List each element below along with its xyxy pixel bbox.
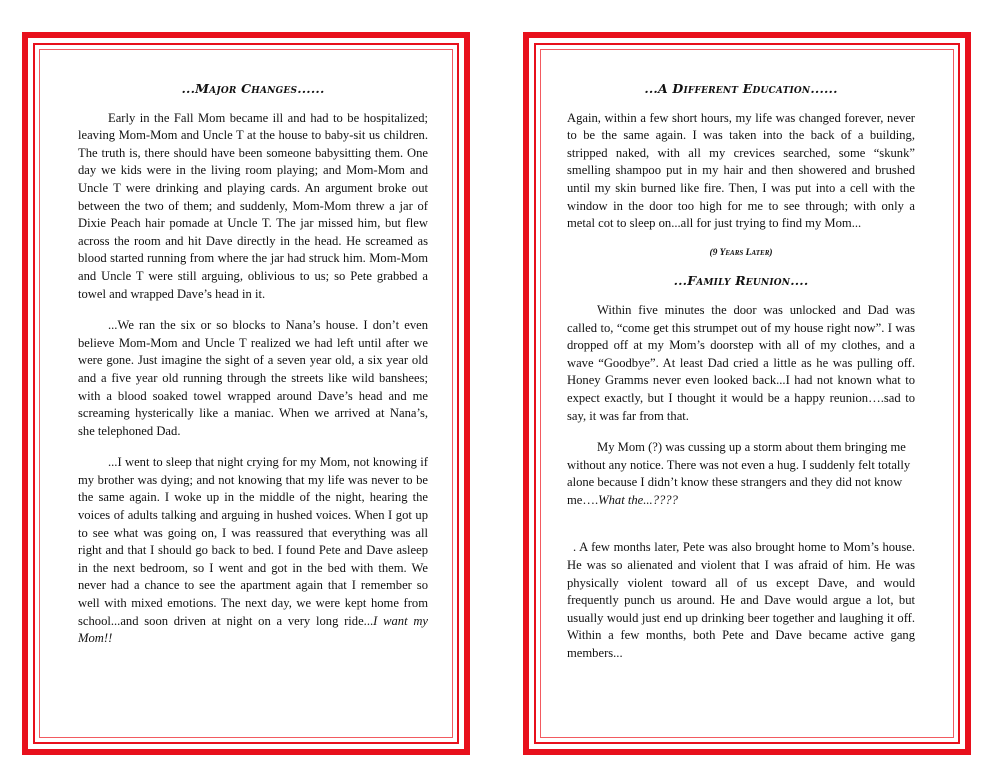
right-page-content	[567, 80, 915, 663]
left-page	[22, 32, 470, 755]
right-paragraph-1: Again, within a few short hours, my life was changed forever, never to be the same again. I was taken into the back of a building, stripped naked, with all my crevices searched, some “skunk” smelling shampoo put in my hair and then showered and brushed until my skin burned like fire. Then, I was put into a cell with the window in the door too high for me to see through; with only a metal cot to sleep on...all for just trying to find my Mom...	[567, 110, 915, 231]
right-page-subheading: ...Family Reunion....	[673, 273, 809, 289]
left-page-heading: ...Major Changes......	[181, 81, 325, 96]
reunion-paragraph-1: Within five minutes the door was unlocked and Dad was called to, “come get this strumpet out of my house right now”. I was dropped off at my Mom’s doorstep with all of my clothes, and a wave “Goodbye”. At least Dad cried a little as he was pulling off. Honey Gramms never even looked back...I had not known what to expect exactly, but I thought it would be a happy reunion….sad to say, it was far from that.	[567, 302, 915, 423]
right-page-heading: ...A Different Education......	[644, 81, 838, 96]
time-note: (9 Years Later)	[709, 247, 773, 258]
reunion-paragraph-2-text: My Mom (?) was cussing up a storm about them bringing me without any notice. There was not even a hug. I suddenly felt totally alone because I didn’t know these strangers and they did not know me….	[567, 440, 911, 507]
reunion-paragraph-2	[567, 439, 915, 509]
right-page	[523, 32, 971, 755]
left-paragraph-2: ...We ran the six or so blocks to Nana’s house. I don’t even believe Mom-Mom and Uncle T realized we had left until after we were gone. Just imagine the sight of a seven year old, a six year old and a five year old running through the streets like wild banshees; with a blood soaked towel wrapped around Dave’s head and me screaming hysterically like a maniac. When we arrived at Nana’s, she telephoned Dad.	[78, 318, 428, 438]
left-paragraph-1: Early in the Fall Mom became ill and had to be hospitalized; leaving Mom-Mom and Uncle T at the house to baby-sit us children. The truth is, there should have been someone babysitting them. One day we kids were in the living room playing; and Mom-Mom and Uncle T were drinking and playing cards. An argument broke out between the two of them; and suddenly, Mom-Mom threw a jar of Dixie Peach hair pomade at Uncle T. The jar missed him, but flew across the room and hit Dave directly in the head. He screamed as blood started running from where the jar had struck him. Mom-Mom and Uncle T were still arguing, oblivious to us; so Pete grabbed a towel and wrapped Dave’s head in it.	[78, 110, 428, 301]
final-paragraph: . A few months later, Pete was also brought home to Mom’s house. He was so alienated and violent that I was afraid of him. He was physically violent toward all of us except Dave, and would frequently punch us around. He and Dave would argue a lot, but usually would just end up drinking beer together and laughing it off. Within a few months, both Pete and Dave became active gang members...	[567, 540, 915, 661]
reunion-emphasis: What the...????	[598, 492, 678, 507]
left-page-content	[78, 80, 428, 648]
left-paragraph-3	[78, 454, 428, 648]
left-closing-emphasis: I want my Mom!!	[78, 613, 429, 646]
left-paragraph-3-text: ...I went to sleep that night crying for my Mom, not knowing if my brother was dying; and not knowing that my life was never to be the same again. I woke up in the middle of the night, hearing the voices of adults talking and arguing in hushed voices. When I got up to see what was going on, I was reassured that everything was all right and that I should go back to bed. I found Pete and Dave asleep in the next bedroom, so I went and got in the bed with them. We never had a chance to see the apartment again that I remember so well with mixed emotions. The next day, we were kept home from school...and soon driven at night on a very long ride...	[78, 455, 428, 628]
